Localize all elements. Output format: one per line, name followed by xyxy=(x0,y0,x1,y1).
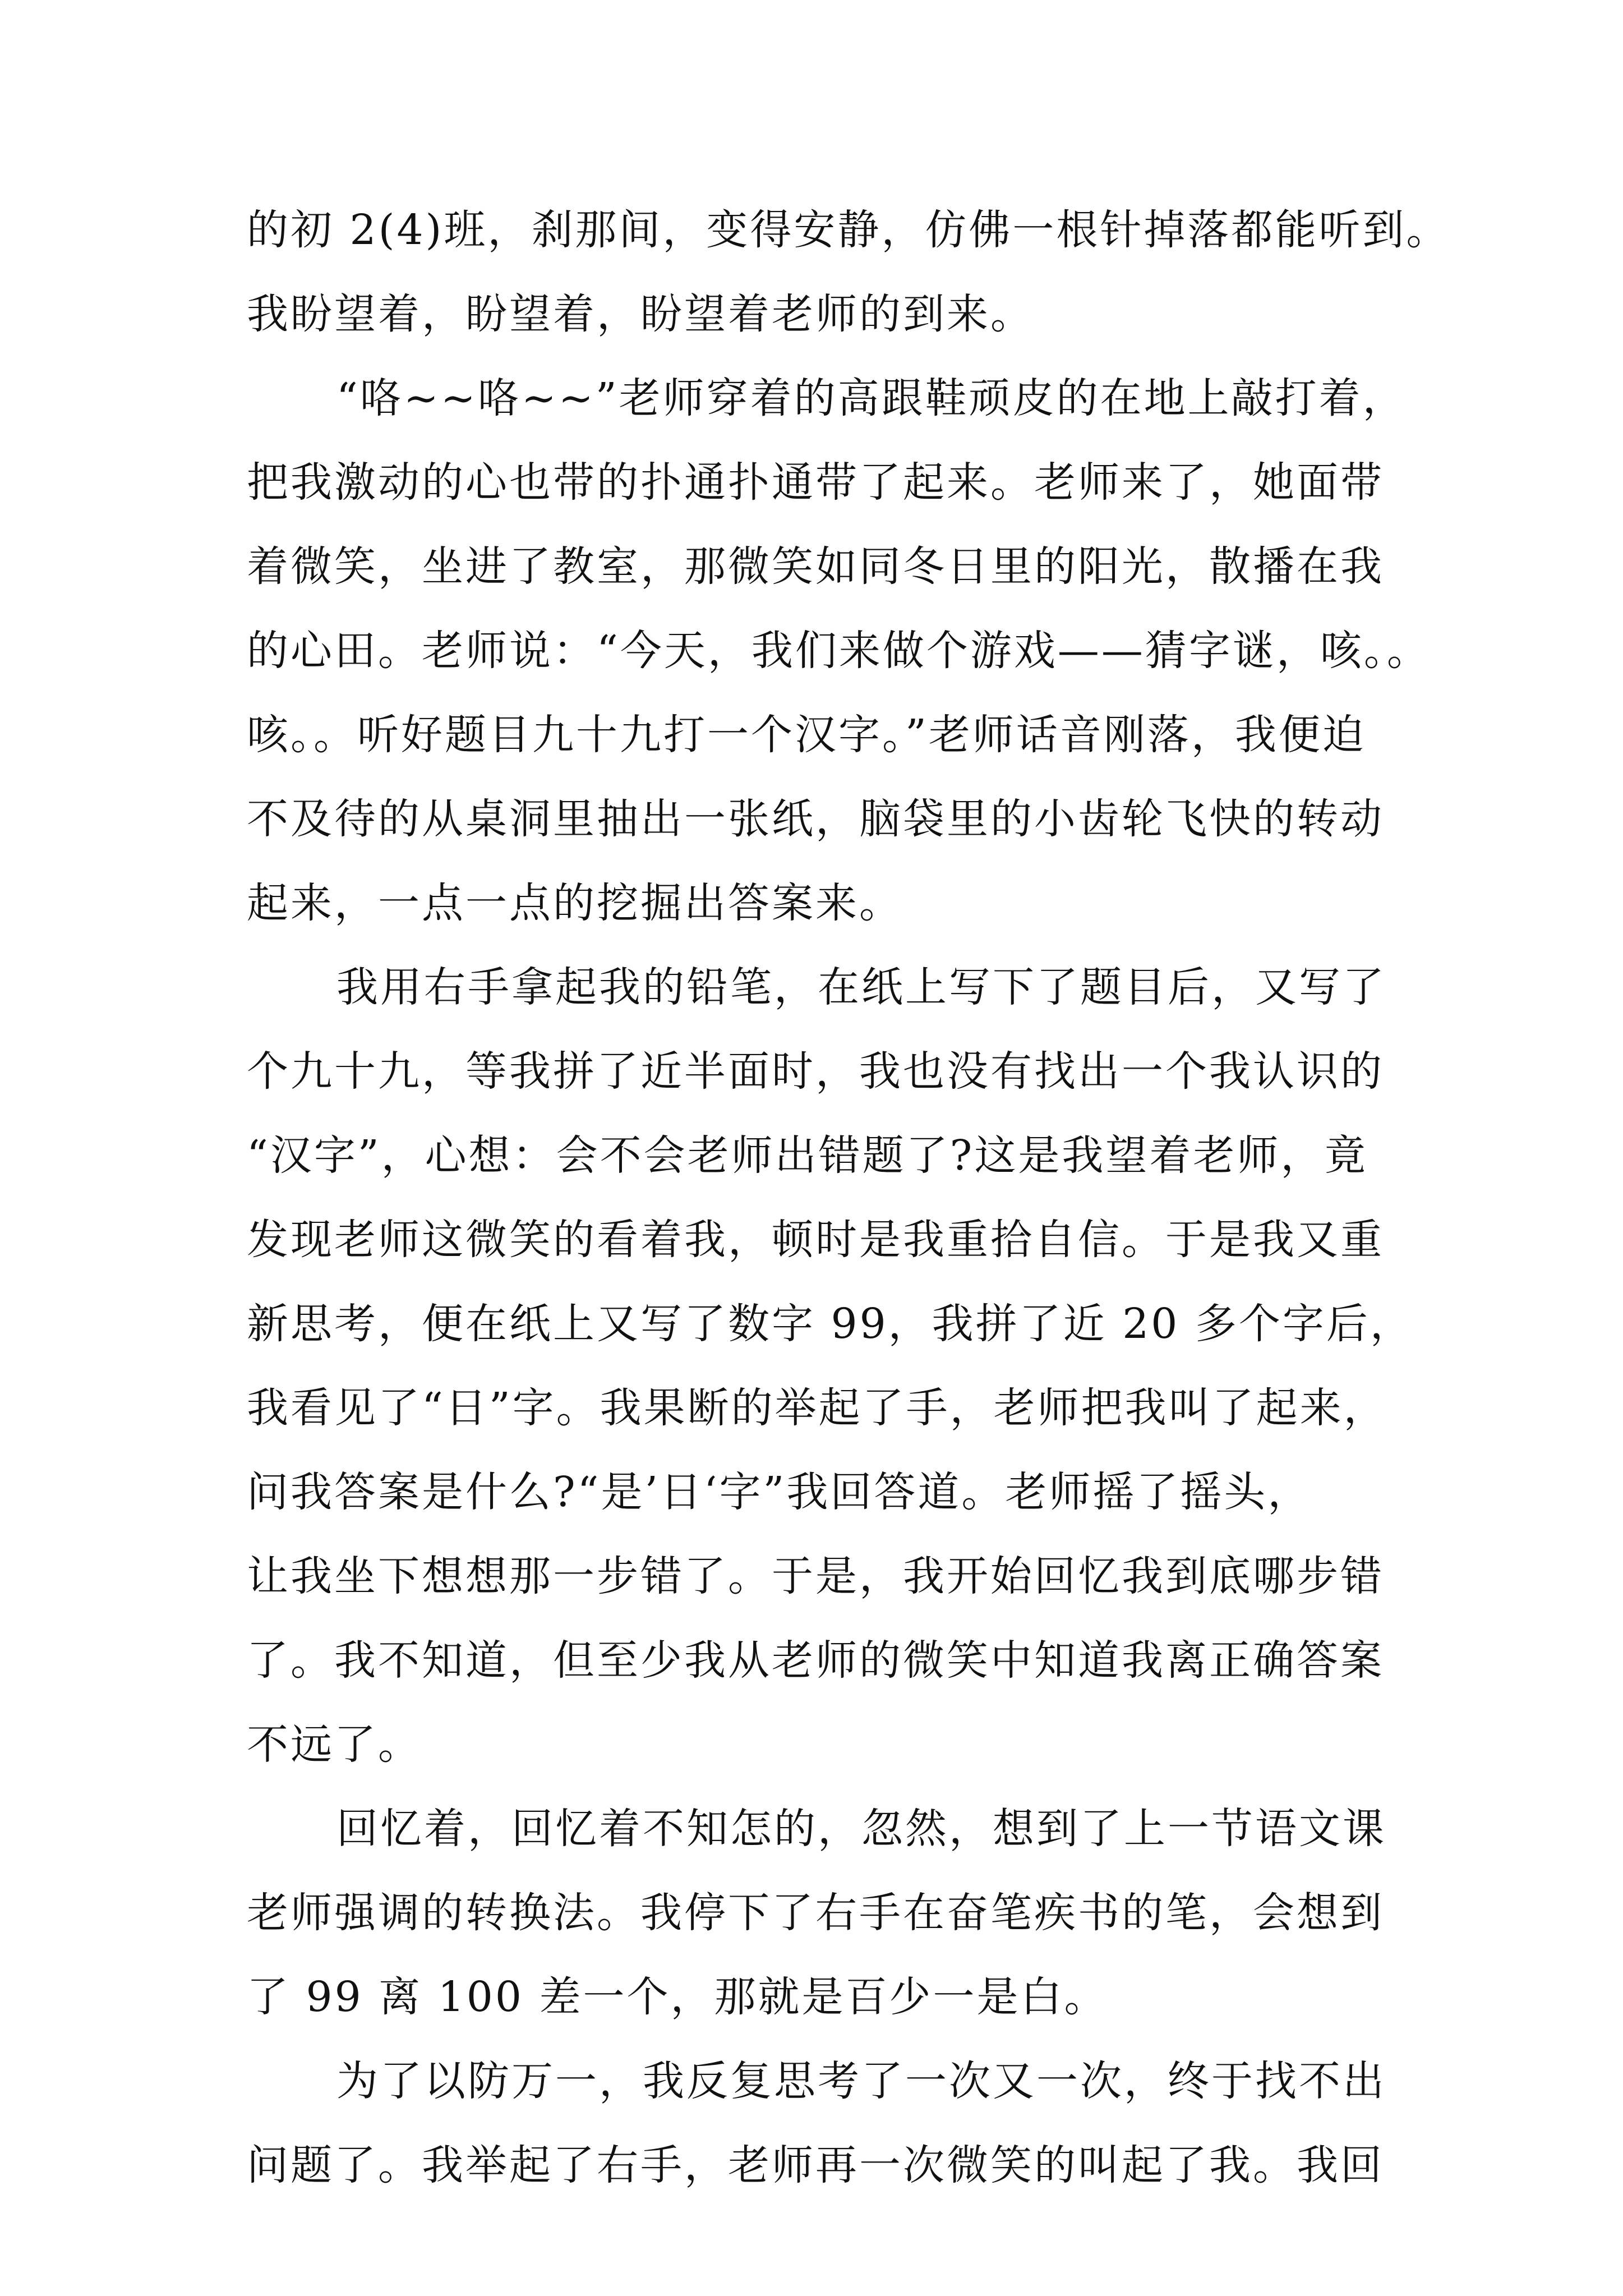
text-line: 老师强调的转换法。我停下了右手在奋笔疾书的笔，会想到 xyxy=(247,1889,1384,1937)
text-line: 问题了。我举起了右手，老师再一次微笑的叫起了我。我回 xyxy=(247,2141,1384,2189)
text-line: 发现老师这微笑的看着我，顿时是我重拾自信。于是我又重 xyxy=(247,1216,1384,1264)
paragraph-start-line: 我用右手拿起我的铅笔，在纸上写下了题目后，又写了 xyxy=(336,963,1386,1011)
text-line: 咳。。听好题目九十九打一个汉字。”老师话音刚落，我便迫 xyxy=(247,711,1366,759)
text-line: 让我坐下想想那一步错了。于是，我开始回忆我到底哪步错 xyxy=(247,1552,1384,1600)
paragraph-start-line: “咯~~咯~~”老师穿着的高跟鞋顽皮的在地上敲打着， xyxy=(336,374,1407,422)
text-line: 我盼望着，盼望着，盼望着老师的到来。 xyxy=(247,290,1034,338)
paragraph-start-line: 为了以防万一，我反复思考了一次又一次，终于找不出 xyxy=(336,2057,1386,2105)
text-line: 问我答案是什么?“是’日‘字”我回答道。老师摇了摇头， xyxy=(247,1468,1312,1516)
text-line: 的初 2(4)班，刹那间，变得安静，仿佛一根针掉落都能听到。 xyxy=(247,206,1450,254)
text-line: 新思考，便在纸上又写了数字 99，我拼了近 20 多个字后， xyxy=(247,1300,1414,1348)
paragraph-start-line: 回忆着，回忆着不知怎的，忽然，想到了上一节语文课 xyxy=(336,1805,1386,1853)
text-line: 起来，一点一点的挖掘出答案来。 xyxy=(247,879,903,927)
text-line: 我看见了“日”字。我果断的举起了手，老师把我叫了起来， xyxy=(247,1384,1387,1432)
text-line: 了 99 离 100 差一个，那就是百少一是白。 xyxy=(247,1973,1108,2021)
text-line: 不及待的从桌洞里抽出一张纸，脑袋里的小齿轮飞快的转动 xyxy=(247,795,1384,843)
text-line: “汉字”，心想：会不会老师出错题了?这是我望着老师，竟 xyxy=(247,1131,1368,1180)
text-line: 着微笑，坐进了教室，那微笑如同冬日里的阳光，散播在我 xyxy=(247,542,1384,591)
text-line: 的心田。老师说：“今天，我们来做个游戏——猜字谜，咳。。 xyxy=(247,627,1431,675)
text-line: 了。我不知道，但至少我从老师的微笑中知道我离正确答案 xyxy=(247,1636,1384,1685)
text-line: 个九十九，等我拼了近半面时，我也没有找出一个我认识的 xyxy=(247,1047,1384,1096)
text-line: 把我激动的心也带的扑通扑通带了起来。老师来了，她面带 xyxy=(247,458,1384,507)
text-line: 不远了。 xyxy=(247,1720,422,1769)
